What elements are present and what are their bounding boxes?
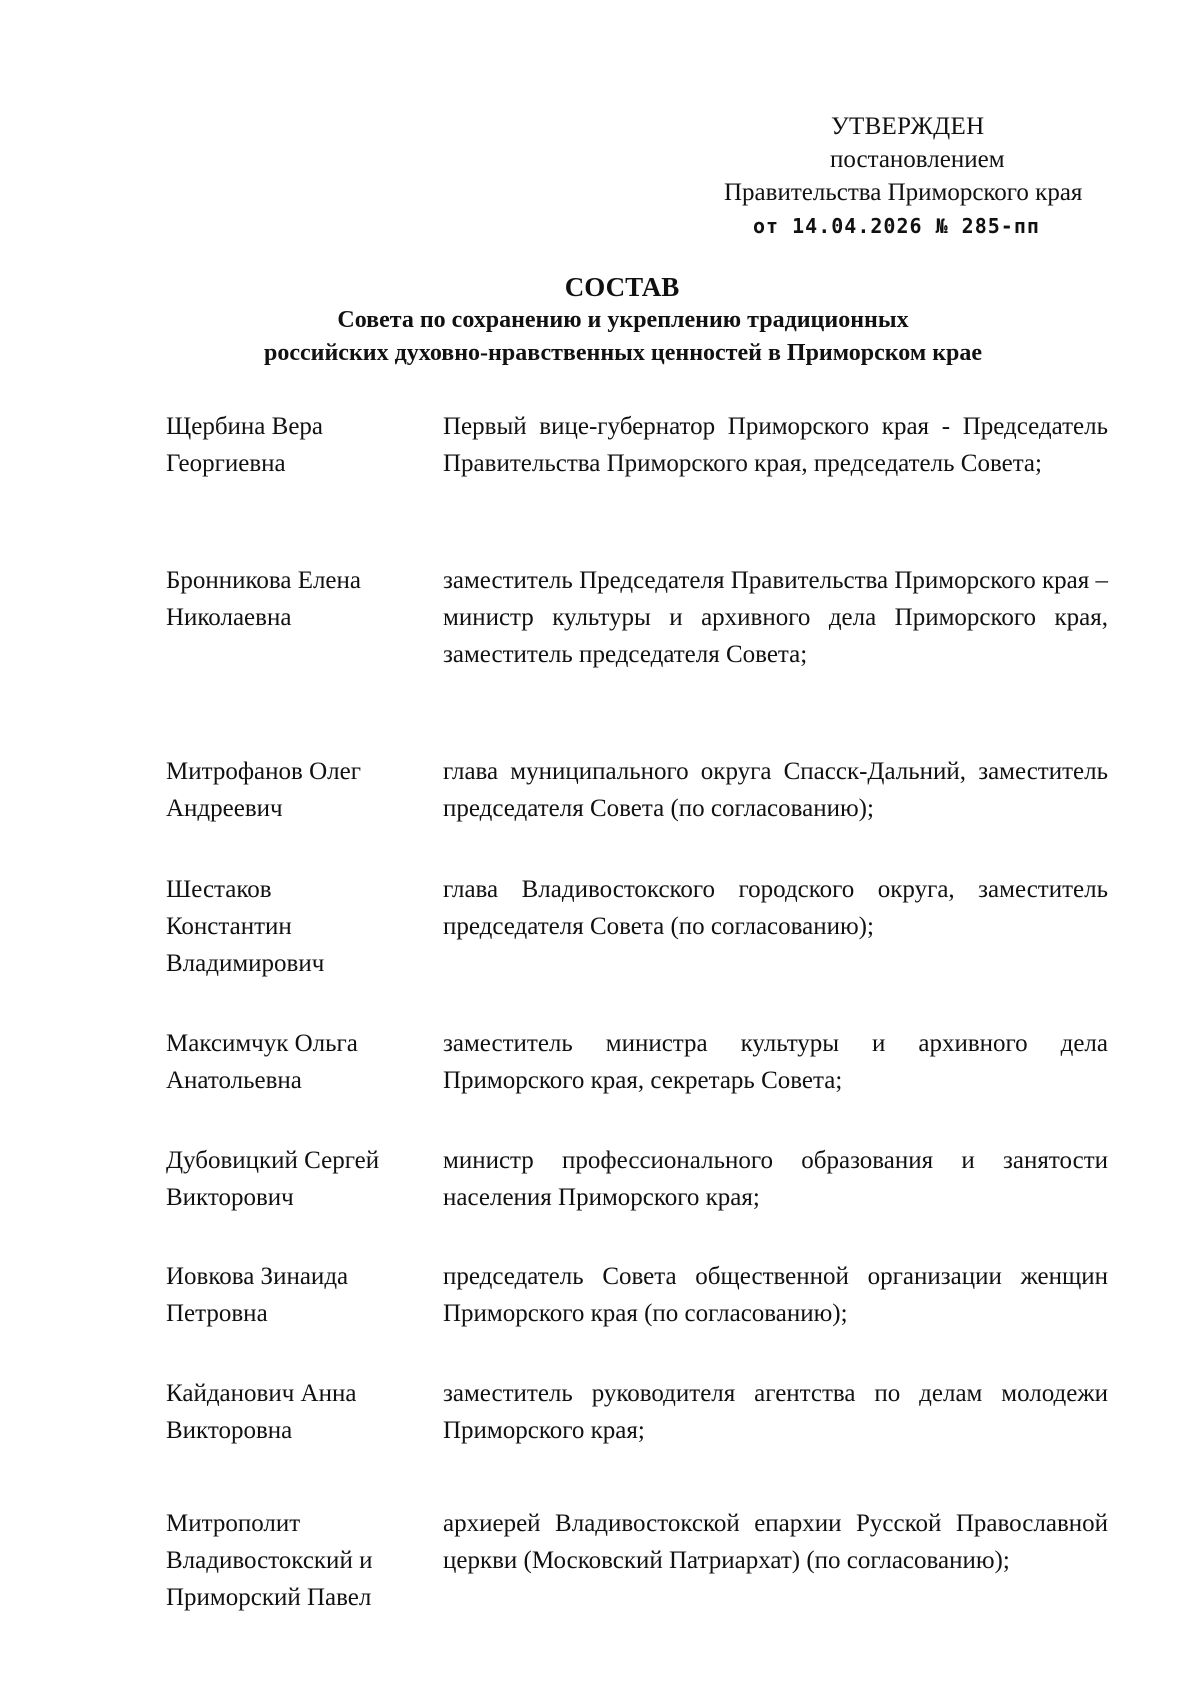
member-role: Первый вице-губернатор Приморского края - Председатель Правительства Приморского края, председатель Совета; bbox=[443, 413, 1108, 477]
member-role: заместитель министра культуры и архивного дела Приморского края, секретарь Совета; bbox=[443, 1030, 1108, 1094]
member-name: Бронникова Елена Николаевна bbox=[166, 567, 362, 631]
document-heading bbox=[0, 270, 1200, 370]
approval-resolution: постановлением bbox=[830, 146, 1005, 173]
approval-authority: Правительства Приморского края bbox=[724, 179, 1083, 206]
member-name: Максимчук Ольга Анатольевна bbox=[166, 1030, 358, 1094]
member-role: заместитель Председателя Правительства Приморского края – министр культуры и архивного дела Приморского края, заместитель председателя Совета; bbox=[443, 567, 1108, 668]
member-name: Митрополит Владивостокский и Приморский Павел bbox=[166, 1510, 373, 1611]
member-name: Дубовицкий Сергей Викторович bbox=[166, 1147, 380, 1211]
member-role: министр профессионального образования и занятости населения Приморского края; bbox=[443, 1147, 1108, 1211]
member-role: глава муниципального округа Спасск-Дальний, заместитель председателя Совета (по согласованию); bbox=[443, 758, 1108, 822]
document-title: СОСТАВ bbox=[564, 272, 680, 302]
document-subtitle-line-2: российских духовно-нравственных ценностей в Приморском крае bbox=[263, 340, 983, 366]
member-name: Шестаков Константин Владимирович bbox=[166, 876, 325, 977]
document-subtitle-line-1: Совета по сохранению и укреплению традиционных bbox=[337, 307, 909, 333]
member-role: заместитель руководителя агентства по делам молодежи Приморского края; bbox=[443, 1380, 1108, 1444]
member-name: Кайданович Анна Викторовна bbox=[166, 1380, 357, 1444]
member-name: Щербина Вера Георгиевна bbox=[166, 413, 324, 477]
member-role: глава Владивостокского городского округа, заместитель председателя Совета (по согласованию); bbox=[443, 876, 1108, 940]
member-role: председатель Совета общественной организации женщин Приморского края (по согласованию); bbox=[443, 1263, 1108, 1327]
member-role: архиерей Владивостокской епархии Русской Православной церкви (Московский Патриархат) (по согласованию); bbox=[443, 1510, 1108, 1574]
member-name: Иовкова Зинаида Петровна bbox=[166, 1263, 349, 1327]
approval-stamp bbox=[700, 110, 1160, 241]
approval-heading: УТВЕРЖДЕН bbox=[831, 113, 985, 140]
approval-date-number: от 14.04.2026 № 285-пп bbox=[753, 214, 1040, 238]
member-name: Митрофанов Олег Андреевич bbox=[166, 758, 361, 822]
